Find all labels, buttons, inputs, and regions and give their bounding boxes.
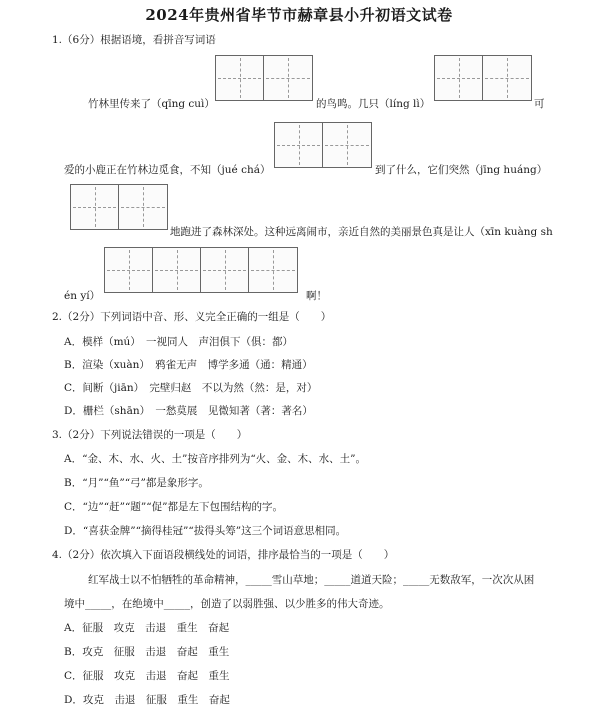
q1-line1-a: 竹林里传来了（qīng cuì）: [88, 98, 215, 110]
tzg-cell: [201, 248, 249, 292]
q2-option-a[interactable]: A．模样（mú） 一视同人 声泪俱下（俱：都）: [64, 336, 294, 348]
q2-option-c[interactable]: C．间断（jiān） 完壁归赵 不以为然（然：是，对）: [64, 382, 318, 394]
q4-head: 4.（2分）依次填入下面语段横线处的词语，排序最恰当的一项是（ ）: [52, 549, 395, 561]
q4-paragraph-line2: 境中_____，在绝境中_____，创造了以弱胜强、以少胜多的伟大奇迹。: [64, 598, 390, 610]
answer-box-lingli[interactable]: [434, 55, 532, 101]
tzg-cell: [119, 185, 167, 229]
tzg-cell: [323, 123, 371, 167]
q1-line1-b: 的鸟鸣。几只（líng lì）: [316, 98, 431, 110]
q3-option-c[interactable]: C．“边”“赶”“题”“促”都是左下包围结构的字。: [64, 501, 283, 513]
answer-box-qingcui[interactable]: [215, 55, 313, 101]
q1-line4-b: 啊！: [306, 290, 327, 302]
q3-head: 3.（2分）下列说法错误的一项是（ ）: [52, 429, 248, 441]
tzg-cell: [483, 56, 531, 100]
tzg-cell: [264, 56, 312, 100]
q3-option-b[interactable]: B．“月”“鱼”“弓”都是象形字。: [64, 477, 209, 489]
tzg-cell: [153, 248, 201, 292]
answer-box-xinkuangshenyi[interactable]: [104, 247, 298, 293]
tzg-cell: [249, 248, 297, 292]
q2-option-d[interactable]: D．栅栏（shān） 一愁莫展 见微知著（著：著名）: [64, 405, 313, 417]
answer-box-jinghuang[interactable]: [70, 184, 168, 230]
q1-line2-b: 到了什么，它们突然（jīng huáng）: [375, 164, 548, 176]
q1-head: 1.（6分）根据语境，看拼音写词语: [52, 34, 216, 46]
q4-option-a[interactable]: A．征服 攻克 击退 重生 奋起: [64, 622, 230, 634]
q1-line4-a: én yí）: [64, 290, 101, 302]
tzg-cell: [71, 185, 119, 229]
q1-line1-c: 可: [534, 98, 545, 110]
q4-option-b[interactable]: B．攻克 征服 击退 奋起 重生: [64, 646, 230, 658]
answer-box-juecha[interactable]: [274, 122, 372, 168]
tzg-cell: [216, 56, 264, 100]
page-title: 2024年贵州省毕节市赫章县小升初语文试卷: [145, 6, 453, 24]
q2-option-b[interactable]: B．渲染（xuàn） 鸦雀无声 博学多通（通：精通）: [64, 359, 313, 371]
q1-line2-a: 爱的小鹿正在竹林边觅食，不知（jué chá）: [64, 164, 271, 176]
tzg-cell: [105, 248, 153, 292]
tzg-cell: [275, 123, 323, 167]
q1-line3: 地跑进了森林深处。这种远离闹市，亲近自然的美丽景色真是让人（xīn kuàng sh: [170, 226, 553, 238]
q4-paragraph-line1: 红军战士以不怕牺牲的革命精神，_____雪山草地；_____道道天险；_____无数敌军，一次次从困: [88, 574, 535, 586]
q4-option-d[interactable]: D．攻克 击退 征服 重生 奋起: [64, 694, 230, 706]
q4-option-c[interactable]: C．征服 攻克 击退 奋起 重生: [64, 670, 230, 682]
q2-head: 2.（2分）下列词语中音、形、义完全正确的一组是（ ）: [52, 311, 332, 323]
q3-option-a[interactable]: A．“金、木、水、火、土”按音序排列为“火、金、木、水、土”。: [64, 453, 367, 465]
q3-option-d[interactable]: D．“喜获金牌”“摘得桂冠”“拔得头筹”这三个词语意思相同。: [64, 525, 347, 537]
tzg-cell: [435, 56, 483, 100]
